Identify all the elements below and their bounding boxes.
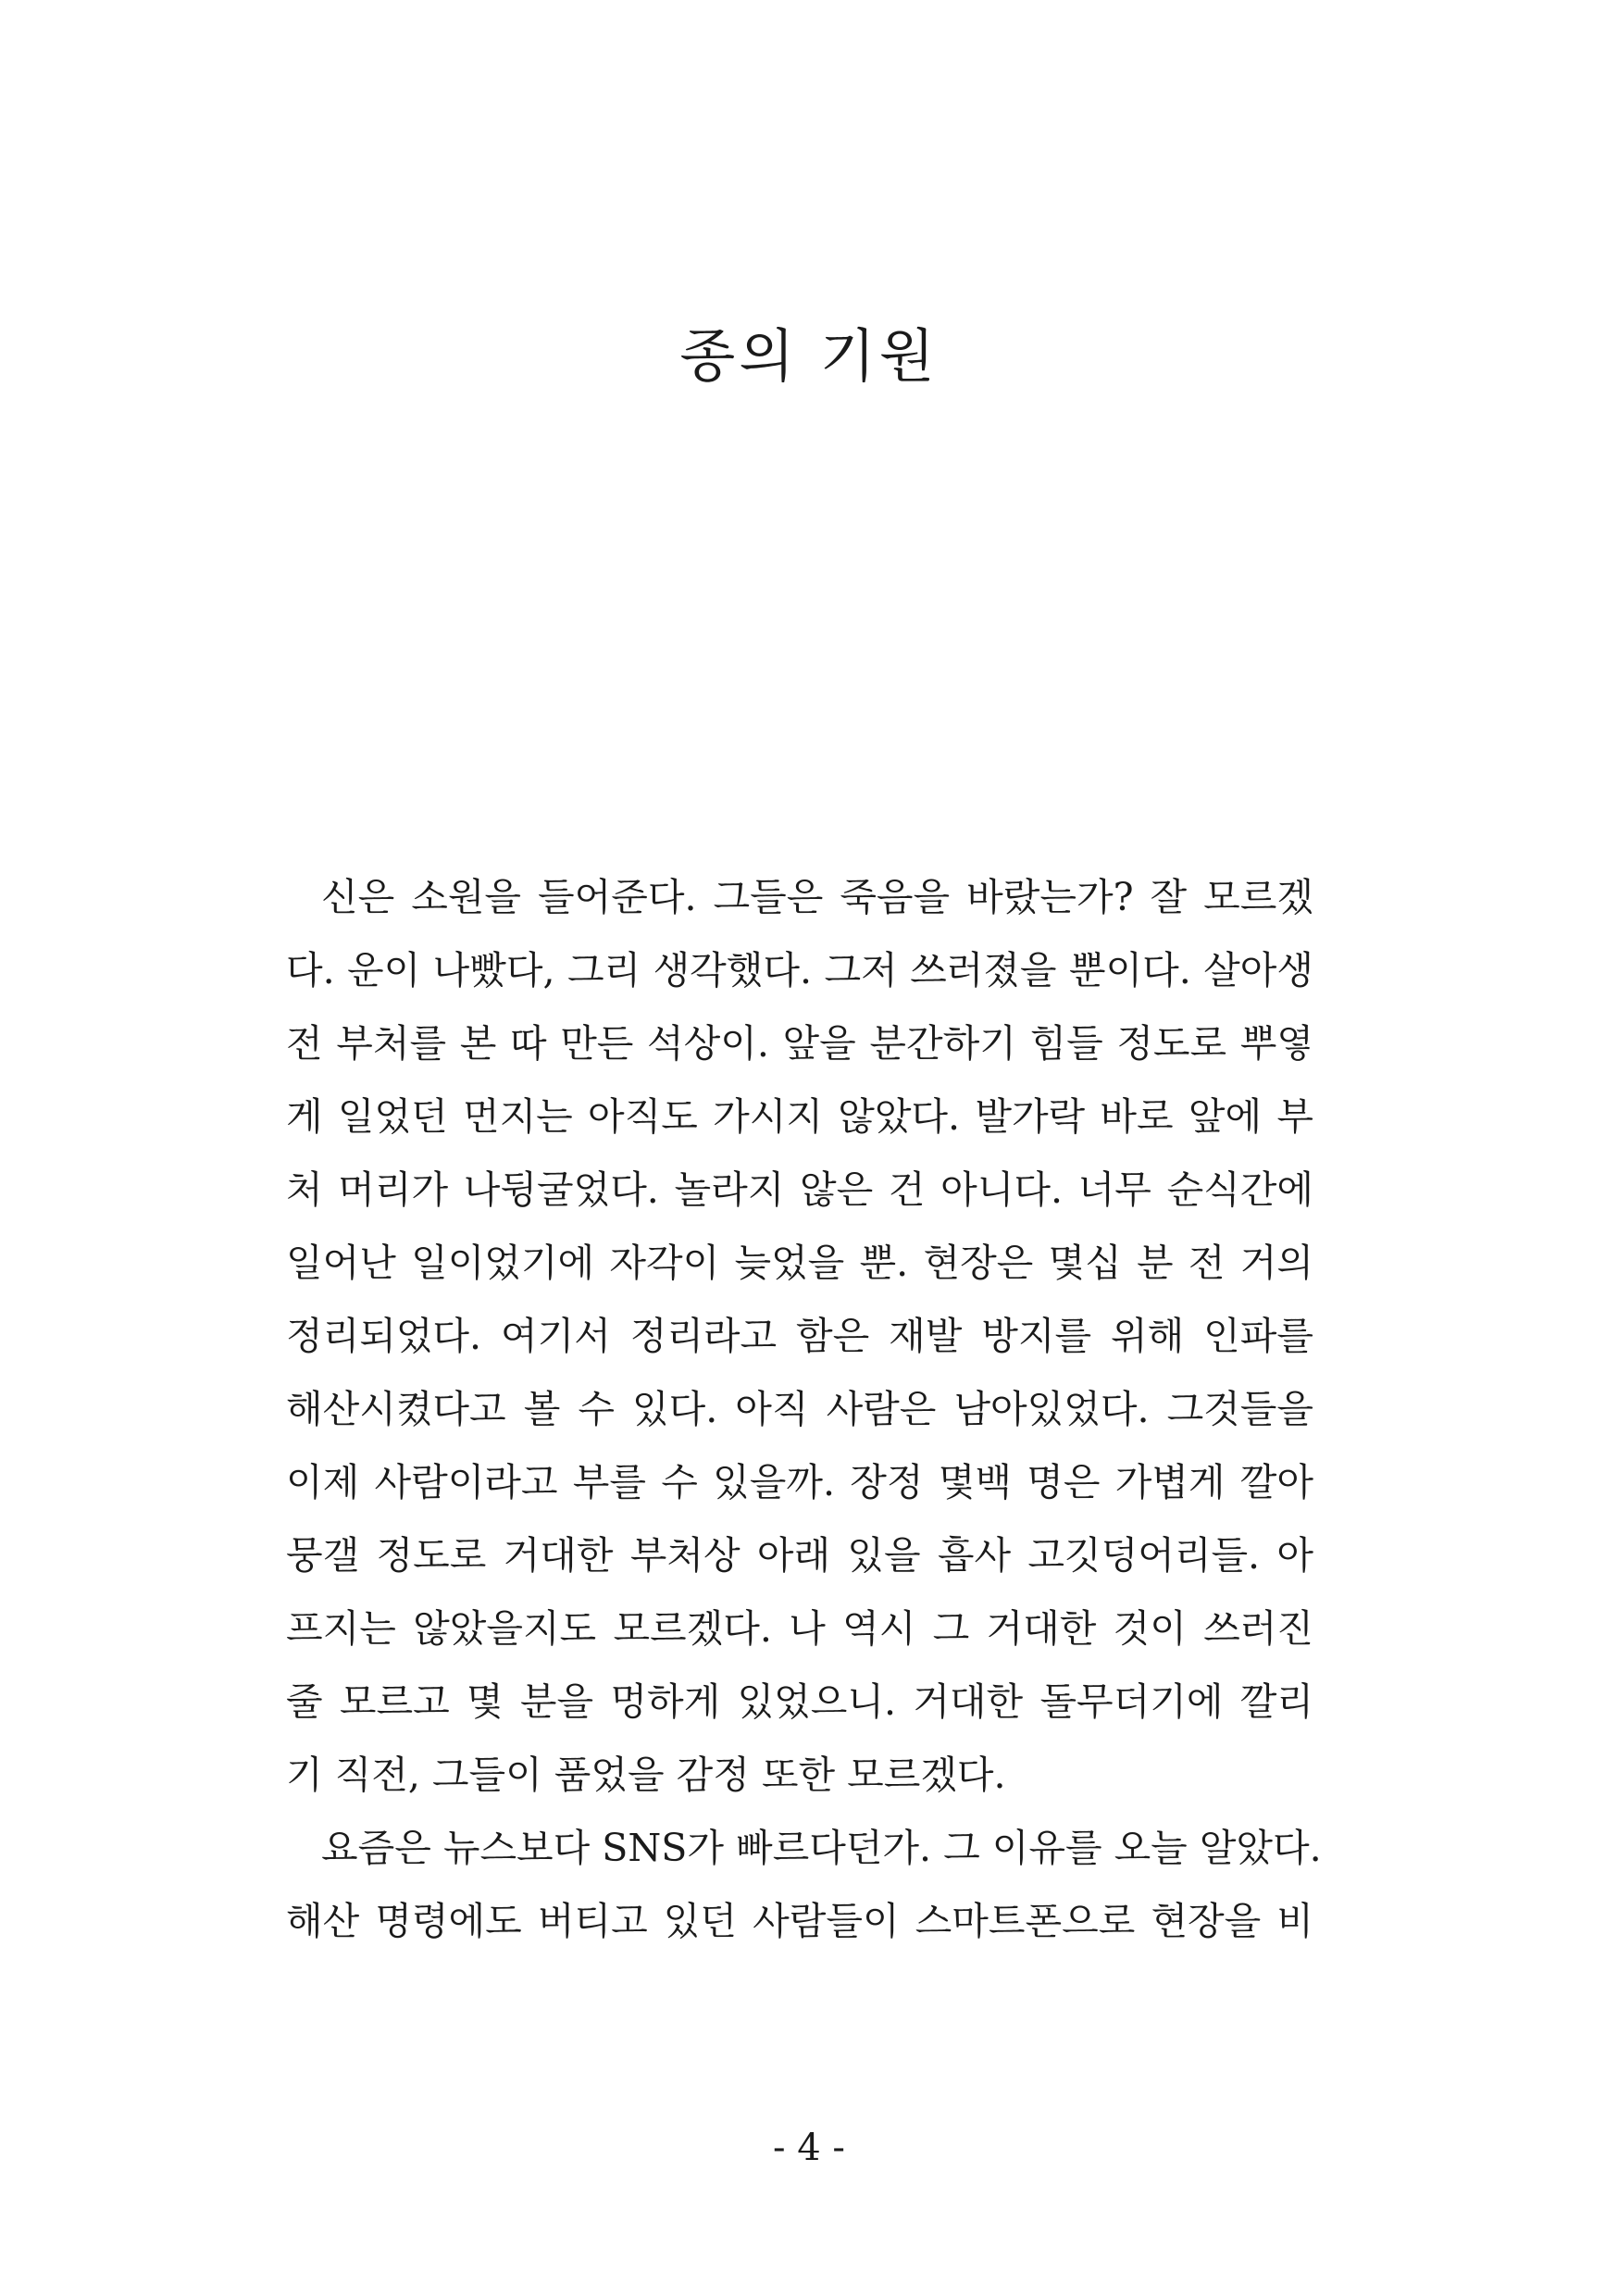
text-line: 정리되었다. 여기서 정리라고 함은 재발 방지를 위해 인파를 xyxy=(286,1314,1313,1358)
text-line: 해산시켰다고 볼 수 있다. 아직 사람은 남아있었다. 그것들을 xyxy=(286,1387,1313,1431)
body-text xyxy=(286,861,1322,1958)
text-line: 요즘은 뉴스보다 SNS가 빠르다던가. 그 이유를 오늘 알았다. xyxy=(321,1826,1322,1870)
text-line: 프지는 않았을지도 모르겠다. 나 역시 그 거대한 것이 쓰러진 xyxy=(286,1606,1313,1651)
text-line: 해산 명령에도 버티고 있던 사람들이 스마트폰으로 현장을 비 xyxy=(286,1899,1313,1943)
paragraph-1 xyxy=(286,861,1313,1812)
text-line: 처 머리가 나뒹굴었다. 놀라지 않은 건 아니다. 너무 순식간에 xyxy=(286,1167,1313,1212)
text-line: 기 직전, 그들이 품었을 감정 또한 모르겠다. xyxy=(286,1753,1006,1797)
text-line: 다. 운이 나빴다, 그리 생각했다. 그저 쓰러졌을 뿐이다. 살아생 xyxy=(286,948,1313,992)
paragraph-2 xyxy=(286,1812,1322,1958)
text-line: 전 부처를 본 따 만든 석상이. 앞을 분간하기 힘들 정도로 뿌옇 xyxy=(286,1021,1313,1066)
text-line: 신은 소원을 들어준다. 그들은 죽음을 바랐는가? 잘 모르겠 xyxy=(321,875,1313,919)
page-number: - 4 - xyxy=(773,2127,845,2169)
text-line: 줄 모르고 몇 분을 멍하게 있었으니. 거대한 돌무더기에 깔리 xyxy=(286,1679,1313,1724)
text-line: 일어난 일이었기에 자각이 늦었을 뿐. 현장은 몇십 분 전 거의 xyxy=(286,1241,1313,1285)
text-line: 이제 사람이라고 부를 수 있을까. 장정 몇백 명은 가볍게 깔아 xyxy=(286,1460,1313,1504)
text-line: 뭉갤 정도로 거대한 부처상 아래 있을 흡사 고깃덩어리들. 아 xyxy=(286,1533,1313,1578)
chapter-title: 종의 기원 xyxy=(679,322,939,390)
text-line: 게 일었던 먼지는 아직도 가시지 않았다. 발가락 바로 앞에 부 xyxy=(286,1094,1313,1139)
